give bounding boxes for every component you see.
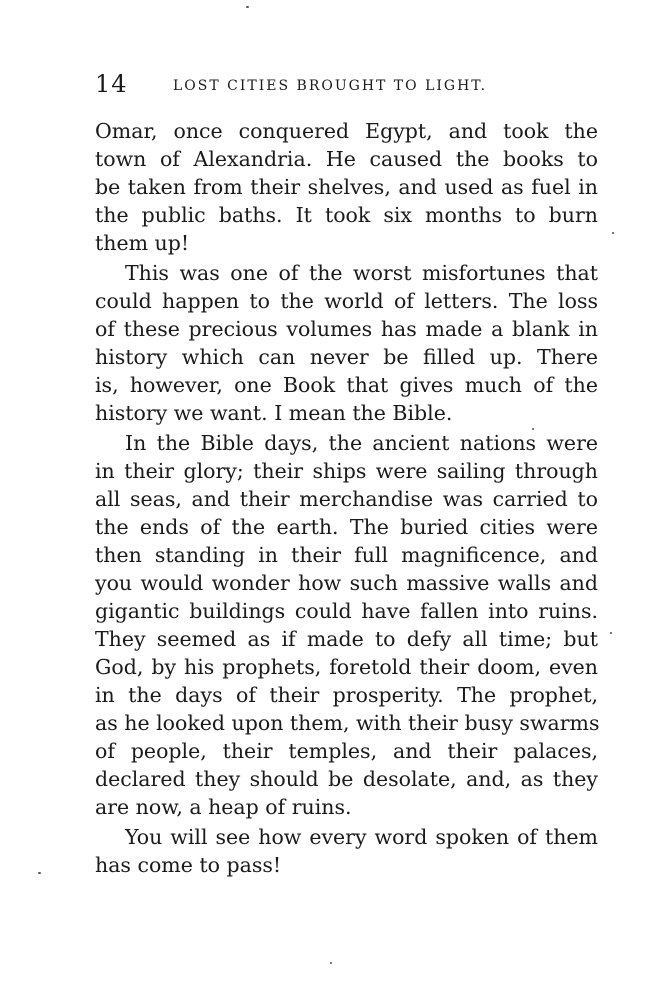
text-line: You will see how every word spoken of them [125, 825, 598, 849]
text-line: be taken from their shelves, and used as fuel in [95, 175, 598, 199]
body-text [95, 117, 598, 879]
text-line: gigantic buildings could have fallen into ruins. [95, 599, 598, 623]
text-line: in their glory; their ships were sailing through [95, 459, 598, 483]
text-line: the ends of the earth. The buried cities were [95, 515, 598, 539]
text-line: Omar, once conquered Egypt, and took the [95, 119, 598, 143]
paragraph [95, 117, 598, 257]
paragraph [95, 823, 598, 879]
text-line: has come to pass! [95, 853, 282, 877]
text-line: you would wonder how such massive walls and [95, 571, 598, 595]
paragraph [95, 259, 598, 427]
text-line: could happen to the world of letters. The loss [95, 289, 598, 313]
text-line: are now, a heap of ruins. [95, 795, 352, 819]
text-line: of these precious volumes has made a blank in [95, 317, 598, 341]
text-line: all seas, and their merchandise was carried to [95, 487, 598, 511]
text-line: as he looked upon them, with their busy swarms [95, 711, 600, 735]
text-line: God, by his prophets, foretold their doom, even [95, 655, 598, 679]
print-speck [612, 232, 614, 234]
text-line: In the Bible days, the ancient nations were [125, 431, 598, 455]
print-speck [330, 962, 332, 964]
text-line: This was one of the worst misfortunes that [125, 261, 598, 285]
print-speck [38, 872, 41, 874]
running-head [95, 70, 595, 100]
text-line: then standing in their full magnificence, and [95, 543, 598, 567]
running-title: LOST CITIES BROUGHT TO LIGHT. [173, 78, 488, 94]
print-speck [246, 6, 249, 8]
page-number: 14 [95, 70, 128, 98]
paragraph [95, 429, 598, 821]
print-speck [610, 632, 612, 634]
text-line: They seemed as if made to defy all time; but [95, 627, 598, 651]
text-line: town of Alexandria. He caused the books to [95, 147, 598, 171]
text-line: of people, their temples, and their palaces, [95, 739, 598, 763]
text-line: in the days of their prosperity. The prophet, [95, 683, 598, 707]
text-line: is, however, one Book that gives much of the [95, 373, 598, 397]
text-line: declared they should be desolate, and, as they [95, 767, 598, 791]
print-speck [532, 428, 534, 430]
text-line: history we want. I mean the Bible. [95, 401, 453, 425]
text-line: the public baths. It took six months to burn [95, 203, 598, 227]
text-line: them up! [95, 231, 190, 255]
text-line: history which can never be filled up. There [95, 345, 598, 369]
